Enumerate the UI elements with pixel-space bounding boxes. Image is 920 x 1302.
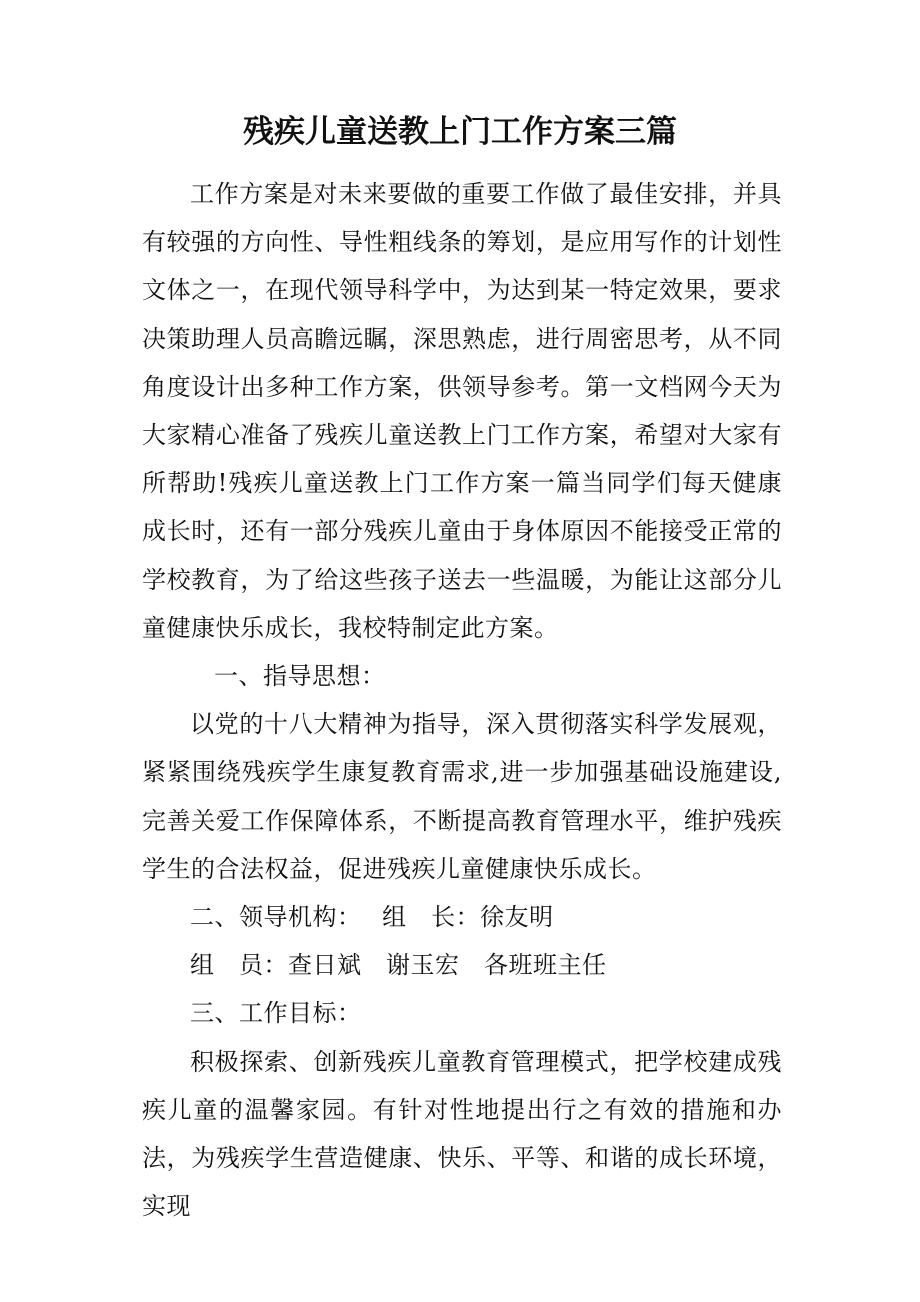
intro-paragraph: 工作方案是对未来要做的重要工作做了最佳安排，并具有较强的方向性、导性粗线条的筹划，是应用写作的计划性文体之一，在现代领导科学中，为达到某一特定效果，要求决策助理人员高瞻远瞩，深思熟虑，进行周密思考，从不同角度设计出多种工作方案，供领导参考。第一文档网今天为大家精心准备了残疾儿童送教上门工作方案，希望对大家有所帮助!残疾儿童送教上门工作方案一篇当同学们每天健康成长时，还有一部分残疾儿童由于身体原因不能接受正常的学校教育，为了给这些孩子送去一些温暖，为能让这部分儿童健康快乐成长，我校特制定此方案。 bbox=[142, 180, 782, 642]
section-heading-leadership: 二、领导机构： 组 长：徐友明 bbox=[190, 903, 554, 932]
section-heading-work-goals: 三、工作目标： bbox=[190, 999, 362, 1028]
guiding-ideology-paragraph: 以党的十八大精神为指导，深入贯彻落实科学发展观，紧紧围绕残疾学生康复教育需求,进一步加强基础设施建设,完善关爱工作保障体系，不断提高教育管理水平，维护残疾学生的合法权益，促进残疾儿童健康快乐成长。 bbox=[142, 710, 782, 883]
work-goals-paragraph: 积极探索、创新残疾儿童教育管理模式，把学校建成残疾儿童的温馨家园。有针对性地提出行之有效的措施和办法，为残疾学生营造健康、快乐、平等、和谐的成长环境，实现 bbox=[142, 1047, 782, 1221]
document-title: 残疾儿童送教上门工作方案三篇 bbox=[243, 114, 677, 150]
section-heading-guiding-ideology: 一、指导思想： bbox=[214, 662, 386, 691]
leadership-members-line: 组 员：查日斌 谢玉宏 各班班主任 bbox=[190, 951, 607, 980]
document-body bbox=[142, 170, 782, 1230]
